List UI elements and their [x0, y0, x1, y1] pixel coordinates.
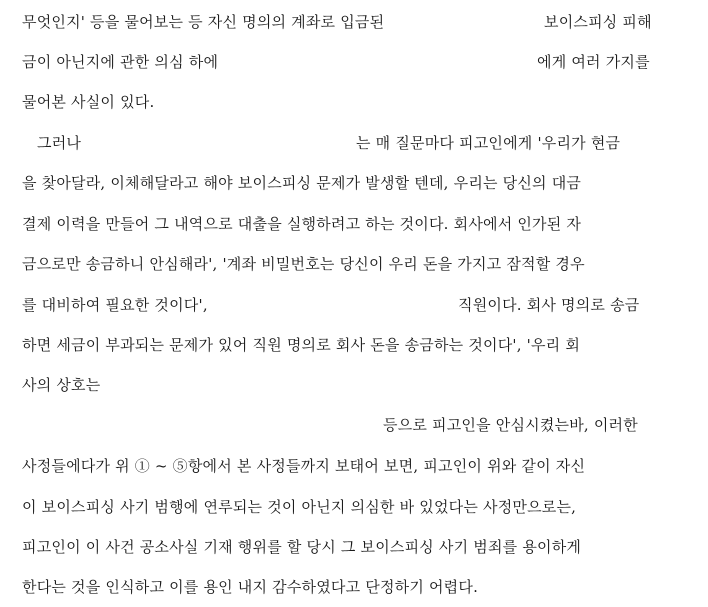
text-line-13 — [0, 492, 708, 522]
text-line-10 — [0, 370, 708, 400]
text-segment: 그러나 — [37, 134, 82, 152]
text-segment: 결제 이력을 만들어 그 내역으로 대출을 실행하려고 하는 것이다. 회사에서 인가된 자 — [22, 215, 582, 233]
text-segment: 등으로 피고인을 안심시켰는바, 이러한 — [383, 416, 638, 434]
text-line-4 — [0, 128, 708, 158]
text-line-3 — [0, 87, 708, 117]
text-segment: 물어본 사실이 있다. — [22, 93, 155, 111]
text-line-2 — [0, 47, 708, 77]
text-segment: 를 대비하여 필요한 것이다', — [22, 296, 208, 314]
text-segment: 이 보이스피싱 사기 범행에 연루되는 것이 아닌지 의심한 바 있었다는 사정만으로는, — [22, 498, 577, 516]
text-segment: 는 매 질문마다 피고인에게 '우리가 현금 — [356, 134, 621, 152]
text-segment: 사의 상호는 — [22, 376, 101, 394]
text-segment: 을 찾아달라, 이체해달라고 해야 보이스피싱 문제가 발생할 텐데, 우리는 당신의 대금 — [22, 174, 582, 192]
text-line-9 — [0, 330, 708, 360]
text-segment: 보이스피싱 피해 — [544, 13, 652, 31]
text-segment: 무엇인지' 등을 물어보는 등 자신 명의의 계좌로 입금된 — [22, 13, 385, 31]
text-segment: 금으로만 송금하니 안심해라', '계좌 비밀번호는 당신이 우리 돈을 가지고 잠적할 경우 — [22, 255, 585, 273]
text-segment: 하면 세금이 부과되는 문제가 있어 직원 명의로 회사 돈을 송금하는 것이다', '우리 회 — [22, 336, 581, 354]
text-line-12 — [0, 451, 708, 481]
text-line-14 — [0, 532, 708, 562]
text-line-7 — [0, 249, 708, 279]
text-line-15 — [0, 572, 708, 602]
text-line-1 — [0, 7, 708, 37]
text-line-8 — [0, 290, 708, 320]
text-segment: 금이 아닌지에 관한 의심 하에 — [22, 53, 219, 71]
text-line-6 — [0, 209, 708, 239]
text-segment: 한다는 것을 인식하고 이를 용인 내지 감수하였다고 단정하기 어렵다. — [22, 578, 479, 596]
text-line-11 — [0, 410, 708, 440]
text-segment: 피고인이 이 사건 공소사실 기재 행위를 할 당시 그 보이스피싱 사기 범죄를 용이하게 — [22, 538, 582, 556]
text-segment: 에게 여러 가지를 — [537, 53, 650, 71]
text-segment: 직원이다. 회사 명의로 송금 — [458, 296, 640, 314]
text-line-5 — [0, 168, 708, 198]
text-segment: 사정들에다가 위 ① ~ ⑤항에서 본 사정들까지 보태어 보면, 피고인이 위와 같이 자신 — [22, 457, 586, 475]
